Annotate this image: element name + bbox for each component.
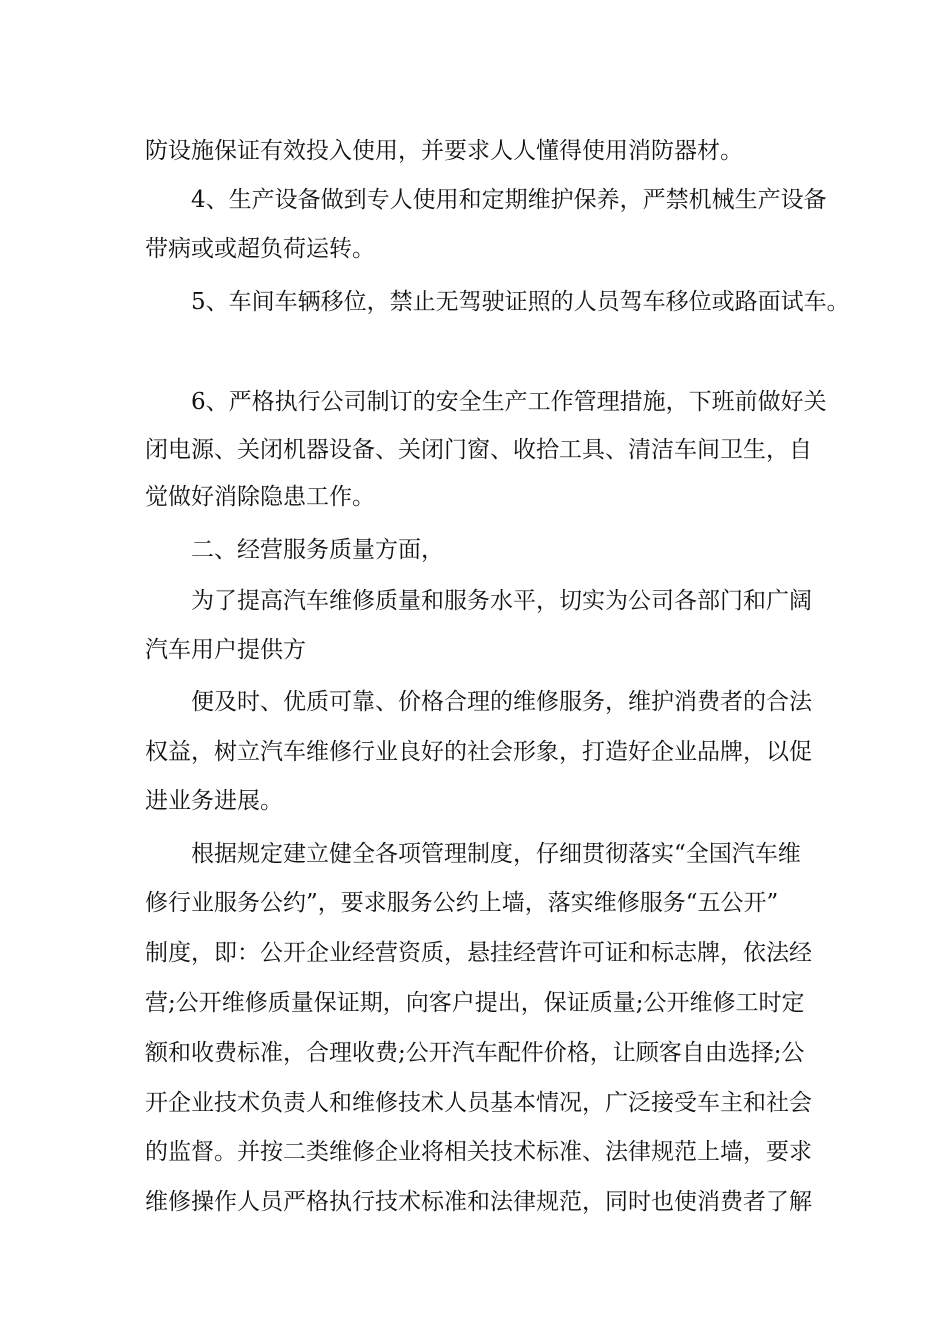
section-heading: 二、经营服务质量方面，: [191, 537, 444, 563]
text-line: 便及时、优质可靠、价格合理的维修服务，维护消费者的合法: [191, 689, 812, 715]
text-line: 为了提高汽车维修质量和服务水平，切实为公司各部门和广阔: [191, 588, 812, 614]
text-line: 觉做好消除隐患工作。: [145, 484, 375, 510]
text-line: 开企业技术负责人和维修技术人员基本情况，广泛接受车主和社会: [145, 1090, 812, 1116]
text-line: 维修操作人员严格执行技术标准和法律规范，同时也使消费者了解: [145, 1189, 812, 1215]
text-line: 闭电源、关闭机器设备、关闭门窗、收拾工具、清洁车间卫生，自: [145, 437, 812, 463]
text-line: 根据规定建立健全各项管理制度，仔细贯彻落实“全国汽车维: [191, 841, 801, 867]
text-line: 4、生产设备做到专人使用和定期维护保养，严禁机械生产设备: [191, 187, 827, 213]
text-line: 权益，树立汽车维修行业良好的社会形象，打造好企业品牌，以促: [145, 739, 812, 765]
text-line: 带病或或超负荷运转。: [145, 236, 375, 262]
text-line: 额和收费标准，合理收费;公开汽车配件价格，让顾客自由选择;公: [145, 1040, 805, 1066]
text-line: 进业务进展。: [145, 788, 283, 814]
text-line: 5、车间车辆移位，禁止无驾驶证照的人员驾车移位或路面试车。: [191, 289, 850, 315]
text-line: 防设施保证有效投入使用，并要求人人懂得使用消防器材。: [145, 138, 743, 164]
text-line: 修行业服务公约”，要求服务公约上墙，落实维修服务“五公开”: [145, 890, 779, 916]
text-line: 6、严格执行公司制订的安全生产工作管理措施，下班前做好关: [191, 389, 827, 415]
text-line: 制度，即：公开企业经营资质，悬挂经营许可证和标志牌，依法经: [145, 940, 812, 966]
text-line: 营;公开维修质量保证期，向客户提出，保证质量;公开维修工时定: [145, 990, 805, 1016]
text-line: 的监督。并按二类维修企业将相关技术标准、法律规范上墙，要求: [145, 1139, 812, 1165]
text-line: 汽车用户提供方: [145, 637, 306, 663]
